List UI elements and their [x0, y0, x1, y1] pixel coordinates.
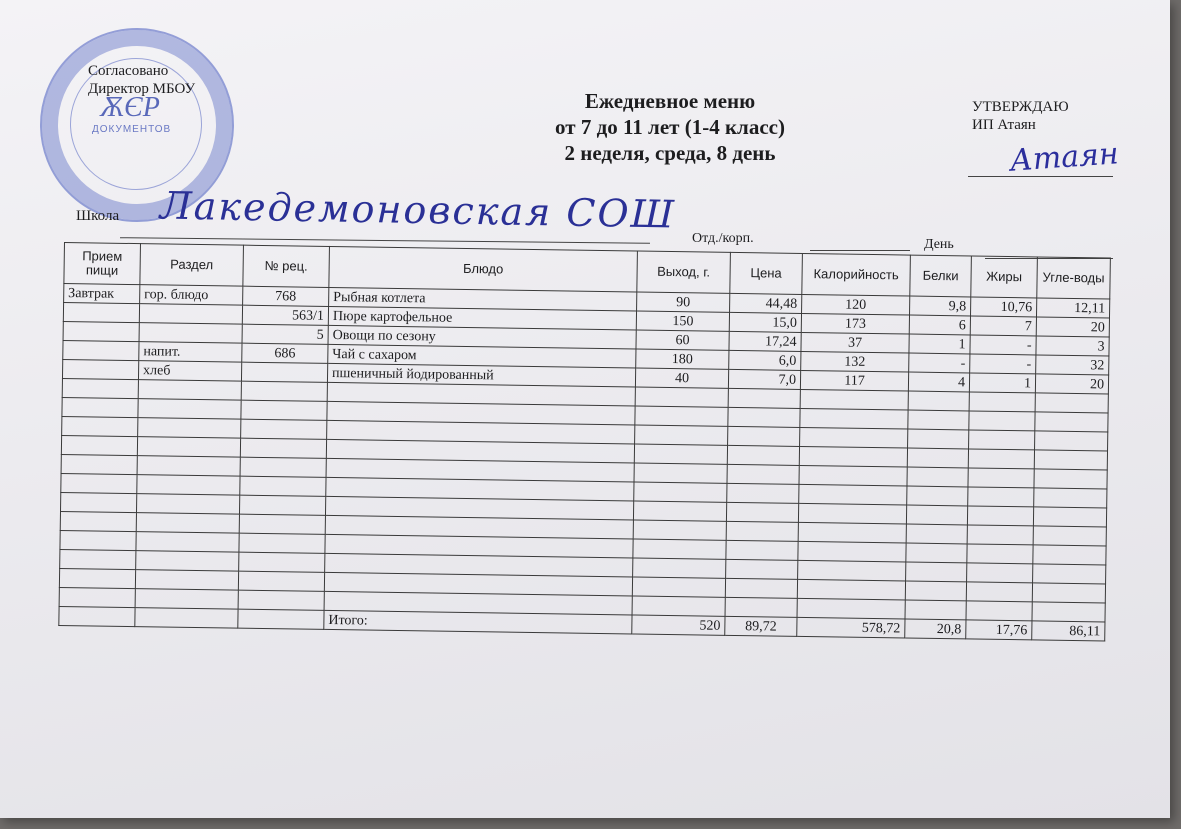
cell: 90	[637, 292, 730, 312]
cell: 12,11	[1036, 298, 1109, 318]
total-protein: 20,8	[905, 619, 966, 639]
approve-block	[972, 98, 1069, 134]
agreed-director: Директор МБОУ	[88, 81, 196, 97]
cell: Овощи по сезону	[328, 325, 636, 349]
col-header-dish: Блюдо	[329, 246, 638, 292]
cell	[63, 340, 139, 360]
cell: -	[970, 354, 1036, 374]
cell: 4	[908, 372, 969, 392]
cell: Рыбная котлета	[329, 287, 637, 311]
col-header-weight: Выход, г.	[637, 251, 731, 293]
cell: Пюре картофельное	[328, 306, 636, 330]
approve-name: ИП Атаян	[972, 117, 1036, 133]
title-line-2: от 7 до 11 лет (1-4 класс)	[555, 115, 785, 139]
dept-underline	[810, 250, 910, 251]
cell	[63, 321, 139, 341]
menu-table	[58, 242, 1111, 641]
school-underline	[120, 237, 650, 244]
cell: 1	[969, 373, 1035, 393]
approve-title: УТВЕРЖДАЮ	[972, 99, 1069, 115]
cell: 150	[636, 311, 729, 331]
cell: 132	[801, 351, 909, 372]
cell: 6,0	[729, 350, 801, 370]
cell: -	[909, 353, 970, 373]
cell: 15,0	[729, 312, 801, 332]
cell: 20	[1035, 374, 1108, 394]
cell: 40	[635, 368, 728, 388]
cell: пшеничный йодированный	[327, 363, 635, 387]
cell: 7,0	[728, 369, 800, 389]
cell: -	[970, 335, 1036, 355]
cell	[139, 304, 242, 325]
cell: 120	[802, 294, 910, 315]
col-header-calories: Калорийность	[802, 253, 911, 296]
school-name-handwritten: Лакедемоновская СОШ	[159, 183, 677, 237]
col-header-protein: Белки	[910, 255, 972, 297]
agreed-block	[88, 62, 195, 98]
col-header-fat: Жиры	[971, 256, 1038, 298]
cell: 20	[1036, 317, 1109, 337]
cell: 180	[636, 349, 729, 369]
cell	[241, 362, 327, 382]
agreed-title: Согласовано	[88, 63, 169, 79]
cell: Завтрак	[64, 284, 140, 304]
cell: напит.	[139, 342, 242, 363]
approver-signature: Атаян	[1008, 136, 1120, 179]
cell: 1	[909, 334, 970, 354]
cell: 9,8	[910, 296, 971, 316]
approve-signature-line	[968, 176, 1113, 177]
cell: 37	[801, 332, 909, 353]
cell: гор. блюдо	[140, 285, 243, 306]
dept-label: Отд./корп.	[692, 231, 754, 246]
cell	[139, 323, 242, 344]
total-fat: 17,76	[966, 620, 1032, 640]
cell	[63, 303, 139, 323]
cell: хлеб	[138, 361, 241, 382]
total-calories: 578,72	[797, 617, 905, 638]
cell: 563/1	[242, 305, 328, 325]
col-header-section: Раздел	[140, 244, 244, 287]
school-label: Школа	[76, 208, 120, 224]
total-carbs: 86,11	[1032, 621, 1105, 641]
cell: 686	[242, 343, 328, 363]
stamp-text: ДОКУМЕНТОВ	[92, 124, 172, 135]
col-header-recipe: № рец.	[243, 245, 330, 287]
title-line-3: 2 неделя, среда, 8 день	[564, 141, 776, 165]
cell: 17,24	[729, 331, 801, 351]
cell: 173	[801, 313, 909, 334]
cell: 768	[243, 286, 329, 306]
title-line-1: Ежедневное меню	[584, 89, 756, 113]
col-header-carbs: Угле-воды	[1037, 257, 1111, 299]
col-header-meal: Прием пищи	[64, 243, 141, 285]
cell: 32	[1036, 355, 1109, 375]
cell: 7	[970, 316, 1036, 336]
total-label: Итого:	[324, 610, 632, 634]
document-title	[470, 88, 870, 166]
total-price: 89,72	[725, 616, 797, 636]
cell: 44,48	[730, 293, 802, 313]
day-label: День	[924, 237, 954, 252]
total-weight: 520	[632, 615, 725, 635]
col-header-price: Цена	[730, 252, 803, 294]
cell: Чай с сахаром	[328, 344, 636, 368]
director-signature: ѪЄР	[100, 92, 160, 123]
cell: 6	[909, 315, 970, 335]
cell: 117	[800, 370, 908, 391]
cell: 5	[242, 324, 328, 344]
cell	[62, 359, 138, 379]
cell: 10,76	[971, 297, 1037, 317]
cell: 3	[1036, 336, 1109, 356]
cell: 60	[636, 330, 729, 350]
